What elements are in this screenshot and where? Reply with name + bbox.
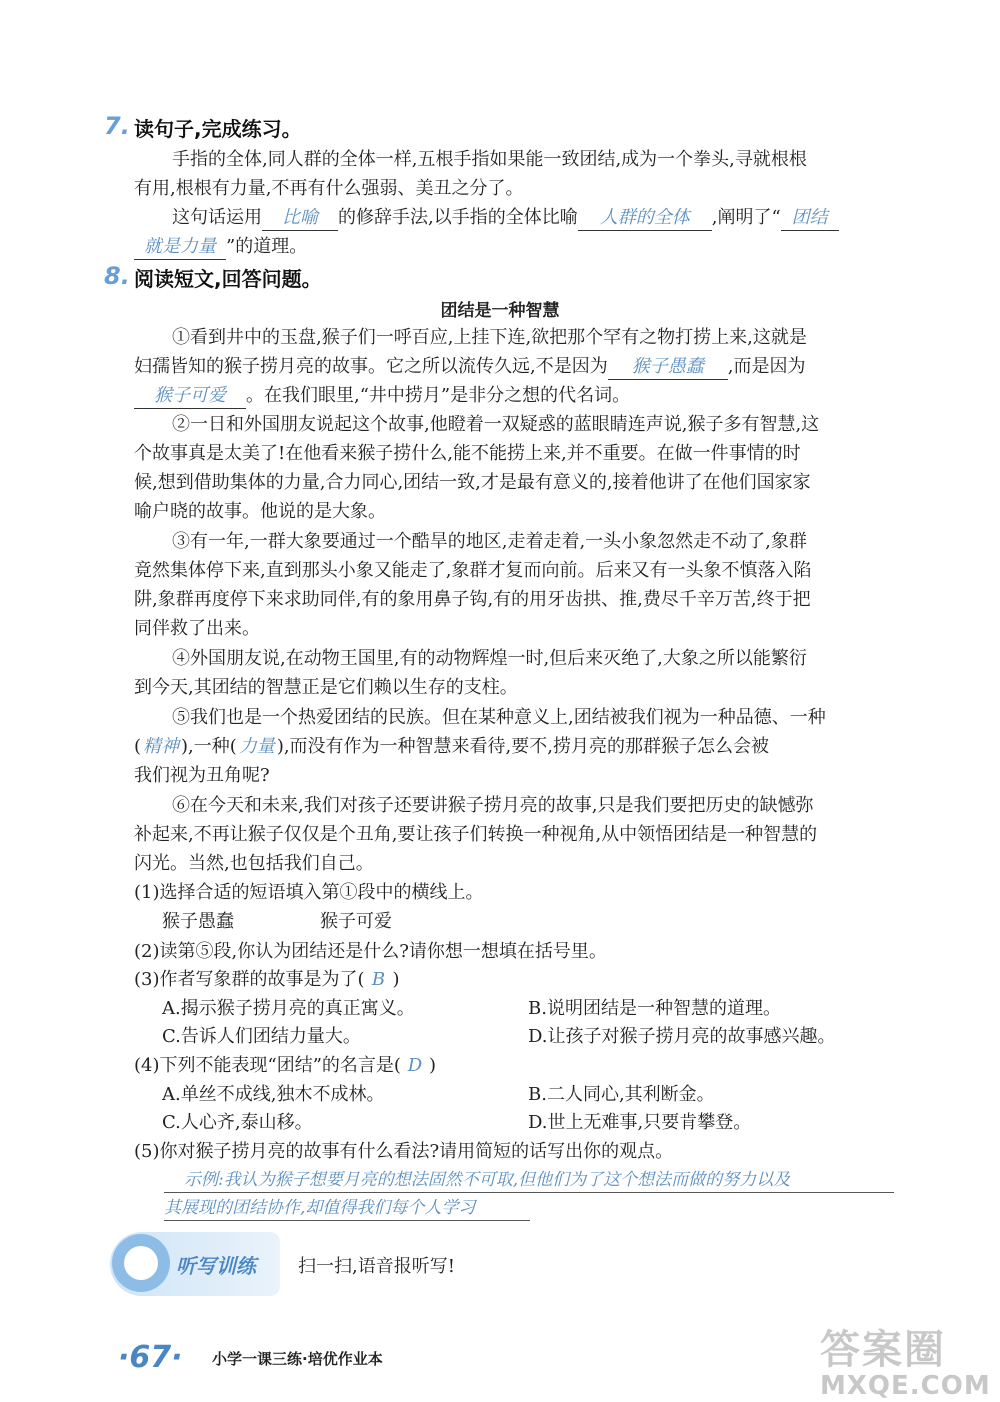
para-3-line-3: 阱,象群再度停下来求助同伴,有的象用鼻子钩,有的用牙齿拱、推,费尽千辛万苦,终于把 (134, 589, 811, 610)
subq-1-option-2: 猴子可爱 (320, 911, 392, 932)
subq-1-option-1: 猴子愚蠢 (162, 911, 234, 932)
subq-5: (5)你对猴子捞月亮的故事有什么看法?请用简短的话写出你的观点。 (134, 1141, 674, 1162)
watermark (820, 1318, 991, 1401)
para-1-line-1: ①看到井中的玉盘,猴子们一呼百应,上挂下连,欲把那个罕有之物打捞上来,这就是 (172, 327, 807, 348)
para-2-line-2: 个故事真是太美了!在他看来猴子捞什么,能不能捞上来,并不重要。在做一件事情的时 (134, 443, 801, 464)
subq-5-answer-line-2: 其展现的团结协作,却值得我们每个人学习 (164, 1196, 530, 1221)
subq-5-answer-line-1: 示例:我认为猴子想要月亮的想法固然不可取,但他们为了这个想法而做的努力以及 (164, 1168, 894, 1193)
para-4-line-1: ④外国朋友说,在动物王国里,有的动物辉煌一时,但后来灭绝了,大象之所以能繁衍 (172, 648, 807, 669)
para-4-line-2: 到今天,其团结的智慧正是它们赖以生存的支柱。 (134, 677, 518, 698)
q7-answer-3-cont: 就是力量 (134, 235, 226, 260)
para-text: ),一种( (181, 736, 237, 757)
subq-text: (3)作者写象群的故事是为了( (134, 969, 365, 990)
para-2-line-1: ②一日和外国朋友说起这个故事,他瞪着一双疑惑的蓝眼睛连声说,猴子多有智慧,这 (172, 414, 820, 435)
q7-question-line-1 (172, 206, 839, 231)
para-text: ),而没有作为一种智慧来看待,要不,捞月亮的那群猴子怎么会被 (276, 736, 769, 757)
subq-3-option-c: C.告诉人们团结力量大。 (162, 1026, 361, 1047)
passage-title: 团结是一种智慧 (440, 301, 560, 321)
para-2-line-3: 候,想到借助集体的力量,合力同心,团结一致,才是最有意义的,接着他讲了在他们国家家 (134, 472, 811, 493)
page-number: ·67· (118, 1340, 183, 1375)
watermark-url: MXQE.COM (820, 1371, 991, 1401)
para-5-line-1: ⑤我们也是一个热爱团结的民族。但在某种意义上,团结被我们视为一种品德、一种 (172, 707, 826, 728)
subq-4 (134, 1054, 436, 1078)
subq-4-answer: D (407, 1055, 423, 1076)
subq-text: (4)下列不能表现“团结”的名言是( (134, 1055, 401, 1076)
para-text: ( (134, 736, 142, 757)
subq-4-option-d: D.世上无难事,只要肯攀登。 (528, 1112, 752, 1133)
para-1-line-2 (134, 355, 805, 380)
para-1-line-3 (134, 384, 630, 409)
para-5-answer-1: 精神 (143, 736, 180, 757)
question-8-heading: 阅读短文,回答问题。 (134, 267, 322, 291)
para-1-answer-1: 猴子愚蠢 (608, 355, 728, 380)
subq-3-option-d: D.让孩子对猴子捞月亮的故事感兴趣。 (528, 1026, 836, 1047)
subq-3-answer: B (371, 969, 386, 990)
para-5-answer-2: 力量 (238, 736, 275, 757)
subq-text: ) (428, 1055, 436, 1076)
scan-hint: 扫一扫,语音报听写! (298, 1256, 455, 1277)
q7-sentence-line-2: 有用,根根有力量,不再有什么强弱、美丑之分了。 (134, 178, 524, 199)
subq-4-option-b: B.二人同心,其利断金。 (528, 1084, 715, 1105)
q7-sentence-line-1: 手指的全体,同人群的全体一样,五根手指如果能一致团结,成为一个拳头,寻就根根 (172, 149, 807, 170)
para-3-line-2: 竟然集体停下来,直到那头小象又能走了,象群才复而向前。后来又有一头象不慎落入陷 (134, 560, 812, 581)
avatar-face (124, 1246, 158, 1280)
para-text: ,而是因为 (727, 356, 806, 377)
para-3-line-1: ③有一年,一群大象要通过一个酷旱的地区,走着走着,一头小象忽然走不动了,象群 (172, 531, 807, 552)
subq-4-option-c: C.人心齐,泰山移。 (162, 1112, 313, 1133)
subq-3 (134, 968, 400, 992)
q7-question-line-2 (134, 235, 307, 260)
q7-answer-2: 人群的全体 (578, 206, 712, 231)
dictation-label: 听写训练 (176, 1254, 256, 1278)
para-3-line-4: 同伴救了出来。 (134, 618, 260, 639)
para-2-line-4: 喻户晓的故事。他说的是大象。 (134, 501, 386, 522)
para-text: 。在我们眼里,“井中捞月”是非分之想的代名词。 (246, 385, 631, 406)
q7-answer-3: 团结 (781, 206, 839, 231)
q7-text: 这句话运用 (172, 207, 262, 228)
q7-text: ,阐明了“ (711, 207, 781, 228)
question-8-number: 8. (104, 262, 130, 290)
para-6-line-2: 补起来,不再让猴子仅仅是个丑角,要让孩子们转换一种视角,从中领悟团结是一种智慧的 (134, 824, 818, 845)
q7-text: ”的道理。 (226, 236, 308, 257)
question-7-heading: 读句子,完成练习。 (134, 117, 302, 141)
book-name: 小学一课三练·培优作业本 (212, 1350, 383, 1368)
subq-1: (1)选择合适的短语填入第①段中的横线上。 (134, 882, 484, 903)
para-5-line-2 (134, 735, 769, 759)
subq-3-option-a: A.揭示猴子捞月亮的真正寓义。 (162, 998, 415, 1019)
subq-2: (2)读第⑤段,你认为团结还是什么?请你想一想填在括号里。 (134, 941, 607, 962)
para-text: 妇孺皆知的猴子捞月亮的故事。它之所以流传久远,不是因为 (134, 356, 608, 377)
question-7-number: 7. (104, 112, 130, 140)
para-6-line-3: 闪光。当然,也包括我们自己。 (134, 853, 374, 874)
watermark-logo: 答案圈 (820, 1327, 946, 1373)
subq-text: ) (392, 969, 400, 990)
para-5-line-3: 我们视为丑角呢? (134, 765, 270, 786)
subq-4-option-a: A.单丝不成线,独木不成林。 (162, 1084, 385, 1105)
para-1-answer-2: 猴子可爱 (134, 384, 246, 409)
q7-answer-1: 比喻 (262, 206, 338, 231)
subq-3-option-b: B.说明团结是一种智慧的道理。 (528, 998, 781, 1019)
q7-text: 的修辞手法,以手指的全体比喻 (338, 207, 578, 228)
para-6-line-1: ⑥在今天和未来,我们对孩子还要讲猴子捞月亮的故事,只是我们要把历史的缺憾弥 (172, 795, 814, 816)
